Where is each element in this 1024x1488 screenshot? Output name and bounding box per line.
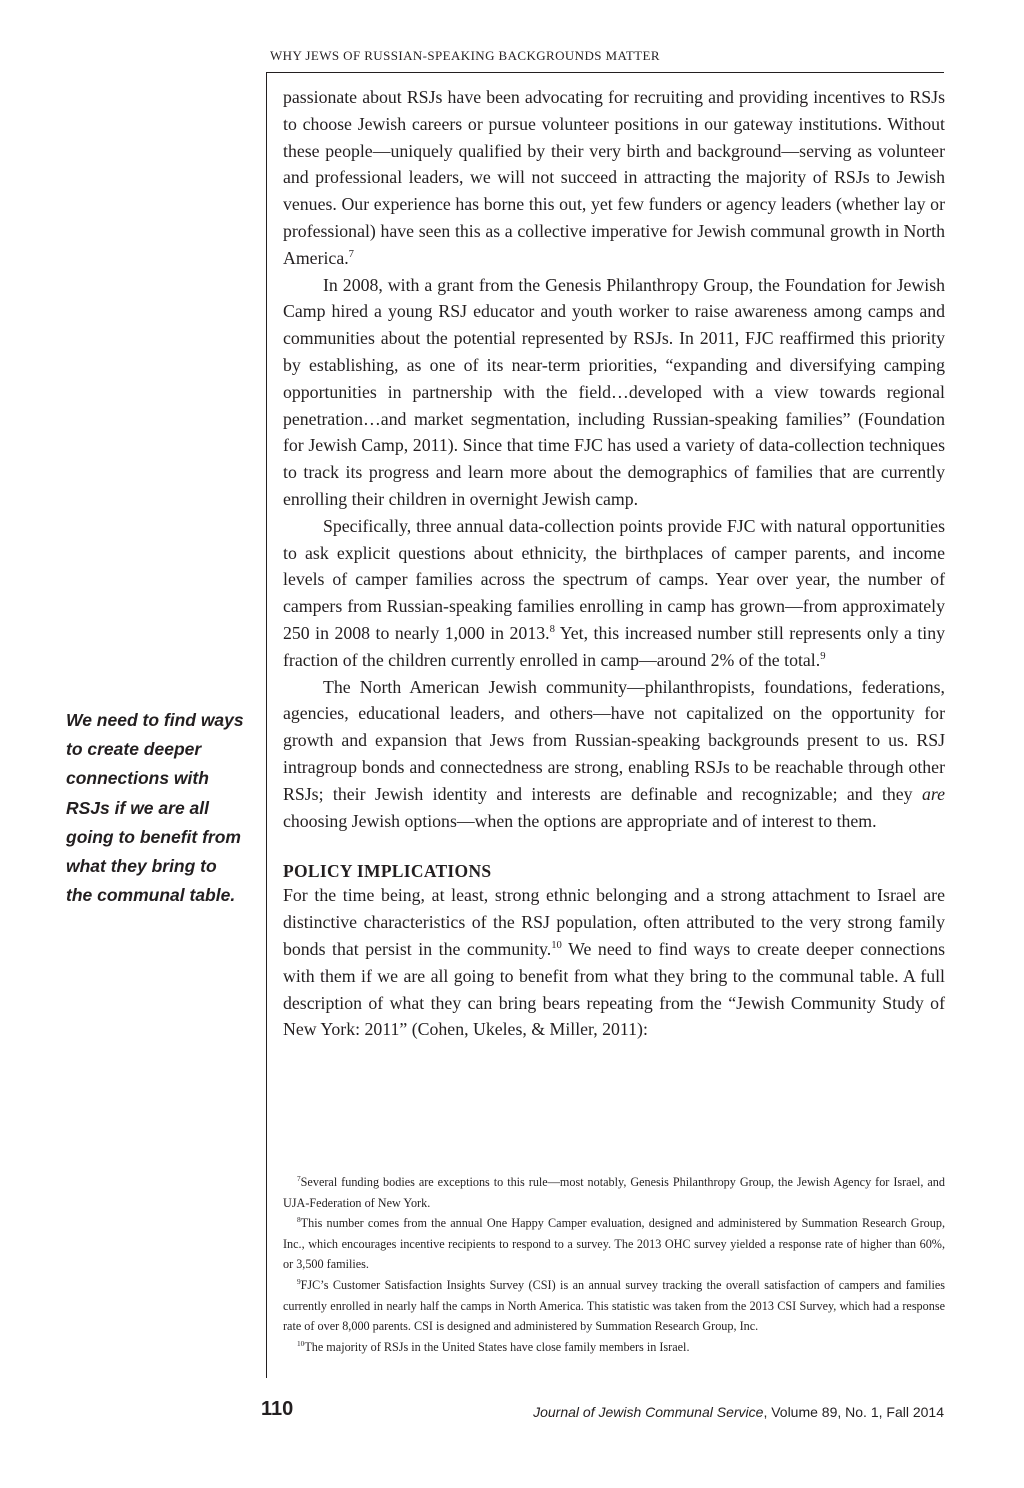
footnote-ref: 8 (549, 623, 555, 636)
journal-citation (533, 1404, 944, 1420)
paragraph-2: In 2008, with a grant from the Genesis Philanthropy Group, the Foundation for Jewish Camp hired a young RSJ educator and youth worker to raise awareness among camps and communities about the potential represented by RSJs. In 2011, FJC reaffirmed this priority by establishing, as one of its near-term priorities, “expanding and diversifying camping opportunities in partnership with the field…developed with a view towards regional penetration…and market segmentation, including Russian-speaking families” (Foundation for Jewish Camp, 2011). Since that time FJC has used a variety of data-collection techniques to track its progress and learn more about the demographics of families that are currently enrolling their children in overnight Jewish camp. (283, 274, 945, 509)
pull-quote-line: going to benefit from (66, 826, 241, 847)
footnote-ref: 7 (348, 247, 354, 260)
paragraph-5: For the time being, at least, strong ethnic belonging and a strong attachment to Israel are distinctive characteristics of the RSJ population, often attributed to the very strong family bonds that persist in the community.$^{10}$ We need to find ways to create deeper connections with them if we are all going to benefit from what they bring to the communal table. A full description of what they can bring bears repeating from the “Jewish Community Study of New York: 2011” (Cohen, Ukeles, & Miller, 2011): (283, 885, 945, 1040)
pull-quote (66, 706, 256, 910)
pull-quote-line: We need to find ways (66, 710, 244, 730)
paragraph-4: The North American Jewish community—philanthropists, foundations, federations, agencies, educational leaders, and others—have not capitalized on the opportunity for growth and expansion that Jews from Russian-speaking backgrounds present to us. RSJ intragroup bonds and connectedness are strong, enabling RSJs to be reachable through other RSJs; their Jewish identity and interests are definable and recognizable; and they are choosing Jewish options—when the options are appropriate and of interest to them. (283, 676, 945, 831)
paragraph-1: passionate about RSJs have been advocating for recruiting and providing incentives to RSJs to choose Jewish careers or pursue volunteer positions in our gateway institutions. Without these people—uniquely qualified by their very birth and background—serving as volunteer and professional leaders, we will not succeed in attracting the majority of RSJs to Jewish venues. Our experience has borne this out, yet few funders or agency leaders (whether lay or professional) have seen this as a collective imperative for Jewish communal growth in North America.$^7$ (283, 87, 945, 268)
header-rule (266, 72, 944, 73)
section-heading: POLICY IMPLICATIONS (283, 861, 492, 882)
margin-rule (266, 72, 267, 1378)
footnote: $^9$FJC’s Customer Satisfaction Insights Survey (CSI) is an annual survey tracking the overall satisfaction of campers and families currently enrolled in nearly half the camps in North America. This statistic was taken from the 2013 CSI Survey, which had a response rate of over 8,000 parents. CSI is designed and administered by Summation Research Group, Inc. (283, 1276, 945, 1334)
pull-quote-line: connections with (66, 768, 209, 789)
emphasis: are (921, 783, 945, 804)
journal-title: Journal of Jewish Communal Service (533, 1404, 764, 1420)
pull-quote-line: what they bring to (66, 856, 217, 877)
running-head: WHY JEWS OF RUSSIAN-SPEAKING BACKGROUNDS MATTER (270, 48, 660, 63)
footnotes (283, 1172, 945, 1357)
paragraph-3: Specifically, three annual data-collection points provide FJC with natural opportunities to ask explicit questions about ethnicity, the birthplaces of camper parents, and income levels of camper families across the spectrum of camps. Year over year, the number of campers from Russian-speaking families enrolling in camp has grown—from approximately 250 in 2008 to nearly 1,000 in 2013.$^8$ Yet, this increased number still represents only a tiny fraction of the children currently enrolled in camp—around 2% of the total.$^9$ (283, 515, 945, 670)
pull-quote-line: the communal table. (66, 885, 236, 906)
footnote: $^{10}$The majority of RSJs in the United States have close family members in Israel. (297, 1338, 690, 1354)
page-number: 110 (261, 1398, 294, 1420)
pull-quote-line: RSJs if we are all (66, 797, 209, 818)
footnote-ref: 9 (820, 649, 826, 662)
footnote: $^8$This number comes from the annual One Happy Camper evaluation, designed and administered by Summation Research Group, Inc., which encourages incentive recipients to respond to a survey. The 2013 OHC survey yielded a response rate of higher than 60%, or 3,500 families. (283, 1215, 945, 1272)
journal-issue: , Volume 89, No. 1, Fall 2014 (763, 1404, 944, 1420)
pull-quote-line: to create deeper (66, 739, 202, 760)
article-body (283, 84, 945, 1043)
footnote: $^7$Several funding bodies are exceptions to this rule—most notably, Genesis Philanthropy Group, the Jewish Agency for Israel, and UJA-Federation of New York. (283, 1173, 945, 1210)
footnote-ref: 10 (551, 938, 562, 951)
